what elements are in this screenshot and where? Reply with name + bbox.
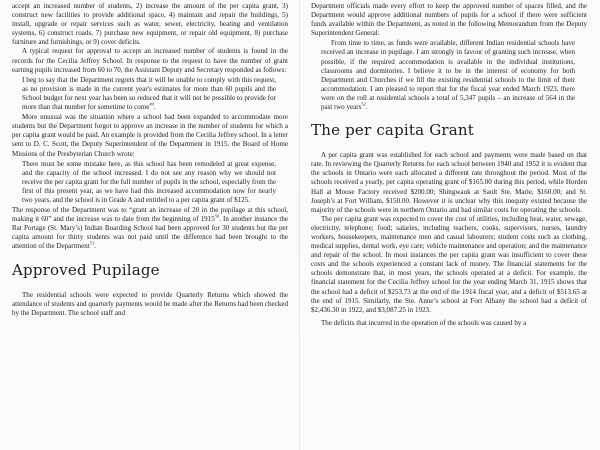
paragraph: Department officials made every effort to keep the approved number of spaces filled, and the Department would approve additional numbers of pupils for a school if there were sufficient funds available within the Department, as noted in the following Memorandum from the Deputy Superintendent General:: [311, 2, 587, 38]
paragraph: More unusual was the situation where a school had been expanded to accommodate more students but the Department forgot to approve an increase in the number of students for which a per capita grant would be paid. An example is provided from the Cecilia Jeffrey school. In a letter sent to D. C. Scott, the Deputy Superintendent of the Department in 1915, the Board of Home Missions of the Presbyterian Church wrote:: [12, 113, 288, 158]
paragraph-text: The response of the Department was to “grant an increase of 20 in the pupilage at this school, making it 60” and the increase was to date from the beginning of 1915: [12, 206, 288, 224]
page-gutter: [299, 0, 300, 450]
block-quote: From time to time, as funds were available, different Indian residential schools have received an increase in pupilage. I am strongly in favour of granting such increase, when possible, if the required accommodation is available in the individual institutions, classrooms and dormitories. I believe it to be in the interest of economy for both Department and Churches if we fill the existing residential schools to the limit of their accommodation. I am pleased to report that for the fiscal year ended March 1923, there were on the roll at residential schools a total of 5,347 pupils – an increase of 564 in the past two years$^{52}$.: [321, 39, 575, 112]
right-column: [311, 2, 587, 328]
footnote-ref: 50: [214, 213, 220, 219]
paragraph: accept an increased number of students, 2) increase the amount of the per capita grant, 3) construct new facilities to provide additional space, 4) maintain and repair the buildings, 5) install, upgrade or repair services such as water, sewer, electricity, heating and ventilation systems, 6) construct roads, 7) purchase new equipment, or repair old equipment, 8) purchase furniture and furnishings, or 9) cover deficits.: [12, 2, 288, 47]
quote-text: I beg to say that the Department regrets that it will be unable to comply with this request, as no provision is made in the current year's estimates for more than 60 pupils and the School budget for next year has been so reduced that it will not be possible to provide for more than that number for sometime to come: [22, 75, 276, 112]
paragraph: A typical request for approval to accept an increased number of students is found in the records for the Cecilia Jeffrey School. In response to the request to have the number of grant earning pupils increased from 60 to 70, the Assistant Deputy and Secretary responded as follows:: [12, 47, 288, 74]
paragraph: The deficits that incurred in the operation of the schools was caused by a: [321, 318, 527, 327]
paragraph: The per capita grant was expected to cover the cost of utilities, including heat, water, sewage, electricity, telephone; food; salaries, including teachers, cooks, supervisors, nurses, laundry workers, housekeepers, maintenance men and casual labourers; student costs such as clothing, medical supplies, dental work, eye care; vehicle maintenance and operation; and the maintenance and repair of the school. In most instances the per capita grant was insufficient to cover these costs and the schools experienced a constant lack of money. The financial statements for the schools demonstrate that, in most years, the schools operated at a deficit. For example, the financial statement for the Cecilia Jeffrey school for the year ending March 31, 1915 shows that the school had a deficit of $253.73 at the end of the 1914 fiscal year, and a deficit of $513.65 at the end of 1915. Similarly, the Ste. Anne’s school at Fort Albany the school had a deficit of $2,436.30 in 1922, and $3,087.25 in 1923.: [311, 214, 587, 314]
section-heading: Approved Pupilage: [12, 260, 160, 279]
section-heading: The per capita Grant: [311, 121, 474, 140]
paragraph: The residential schools were expected to provide Quarterly Returns which showed the attendance of students and quarterly payments would be made after the Returns had been checked by the Department. The school staff and: [12, 290, 288, 317]
paragraph: A per capita grant was established for each school and payments were made based on that rate. In reviewing the Quarterly Returns for each school between 1940 and 1952 it is evident that the schools in Ontario were each allocated a different rate throughout the period. Most of the schools received a yearly, per capita operating grant of $165.00 during this period, while Horden Hall at Moose Factory received $200.00; Shingwauk at Sault Ste. Marie, $160.00; and St. Joseph’s at Fort William, $150.00. However it is unclear why this inequity existed because the majority of the schools were in northern Ontario and had similar costs for operating the schools.: [311, 151, 587, 214]
paragraph-text: . In another instance the Rat Portage (St. Mary’s) Indian Boarding School had been approved for 30 students but the per capita amount for thirty students was not paid until the difference had been brought to the attention of the Department: [12, 215, 288, 251]
footnote-ref: 51: [89, 241, 95, 247]
block-quote: I beg to say that the Department regrets that it will be unable to comply with this request, as no provision is made in the current year's estimates for more than 60 pupils and the School budget for next year has been so reduced that it will not be possible to provide for more than that number for sometime to come$^{49}$.: [22, 75, 276, 112]
quote-text: From time to time, as funds were available, different Indian residential schools have received an increase in pupilage. I am strongly in favour of granting such increase, when possible, if the required accommodation is available in the individual institutions, classrooms and dormitories. I believe it to be in the interest of economy for both Department and Churches if we fill the existing residential schools to the limit of their accommodation. I am pleased to report that for the fiscal year ended March 1923, there were on the roll at residential schools a total of 5,347 pupils – an increase of 564 in the past two years: [321, 39, 575, 112]
footnote-ref: 52: [361, 101, 366, 107]
left-column: [12, 2, 288, 318]
footnote-ref: 49: [149, 101, 154, 107]
block-quote: There must be some mistake here, as this school has been remodeled at great expense, and the capacity of the school increased. I do not see any reason why we should not receive the per capita grant for the full number of pupils in the school, especially from the first of this present year, as we have had this increased accommodation now for nearly two years, and the school is in Grade A and entitled to a per capita grant of $125.: [22, 159, 276, 204]
paragraph: The response of the Department was to “grant an increase of 20 in the pupilage at this school, making it 60” and the increase was to date from the beginning of 1915$^{50}$. In another instance the Rat Portage (St. Mary’s) Indian Boarding School had been approved for 30 students but the per capita amount for thirty students was not paid until the difference had been brought to the attention of the Department$^{51}$.: [12, 206, 288, 251]
